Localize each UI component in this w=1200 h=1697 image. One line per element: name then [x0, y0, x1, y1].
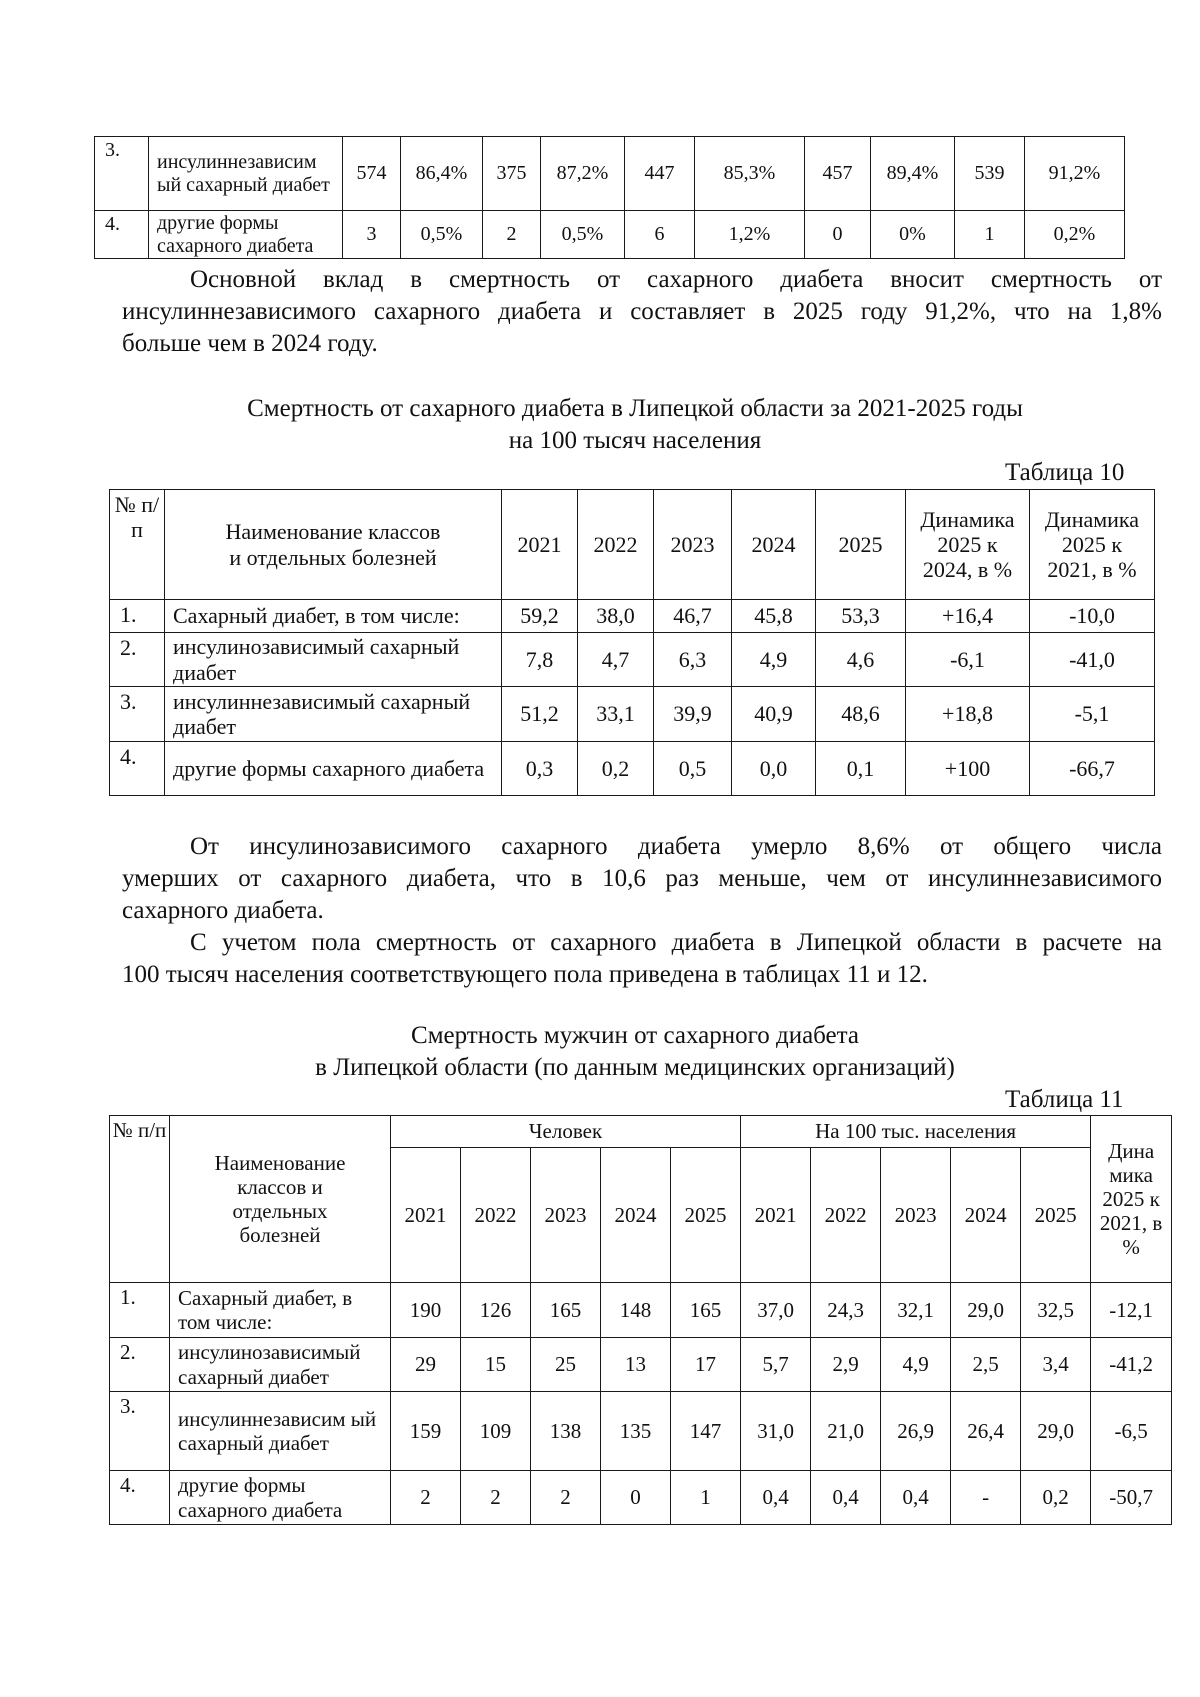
table-row	[110, 742, 1155, 796]
table-row	[95, 137, 1125, 211]
cell: 2	[461, 1471, 531, 1525]
row-name: инсулиннезависим ый сахарный диабет	[149, 137, 343, 211]
cell: -41,2	[1091, 1338, 1172, 1392]
cell: 375	[483, 137, 541, 211]
cell: 574	[343, 137, 401, 211]
cell: 91,2%	[1025, 137, 1125, 211]
row-number: 3.	[110, 1392, 170, 1471]
cell: 2	[483, 211, 541, 259]
cell: 4,9	[732, 633, 816, 687]
cell: 0,0	[732, 742, 816, 796]
cell: 26,4	[951, 1392, 1021, 1471]
header-year: 2022	[578, 490, 654, 600]
cell: 0	[601, 1471, 671, 1525]
cell: 2	[531, 1471, 601, 1525]
row-name: инсулинозависимый сахарный диабет	[170, 1338, 391, 1392]
header-year: 2022	[811, 1148, 881, 1283]
row-name: другие формы сахарного диабета	[149, 211, 343, 259]
cell: 33,1	[578, 687, 654, 742]
cell: +100	[906, 742, 1030, 796]
cell: 26,9	[881, 1392, 951, 1471]
table-header-row	[110, 490, 1155, 600]
cell: +16,4	[906, 600, 1030, 633]
table-row	[110, 1392, 1172, 1471]
paragraph-line: Основной вклад в смертность от сахарного диабета вносит смертность от	[190, 266, 1162, 293]
paragraph-2	[122, 831, 1162, 927]
cell: 15	[461, 1338, 531, 1392]
table-row	[110, 687, 1155, 742]
header-group-per100k: На 100 тыс. населения	[741, 1116, 1091, 1148]
table-row	[110, 633, 1155, 687]
cell: 39,9	[654, 687, 732, 742]
table10-caption-line1: Смертность от сахарного диабета в Липецкой области за 2021-2025 годы	[247, 395, 1023, 422]
cell: 0%	[871, 211, 955, 259]
header-year: 2023	[654, 490, 732, 600]
cell: 31,0	[741, 1392, 811, 1471]
header-name: Наименование классов и отдельных болезней	[165, 490, 502, 600]
cell: 4,7	[578, 633, 654, 687]
table11-caption-line2: в Липецкой области (по данным медицинских организаций)	[315, 1054, 955, 1081]
cell: 29	[391, 1338, 461, 1392]
cell: -5,1	[1030, 687, 1155, 742]
cell: 109	[461, 1392, 531, 1471]
cell: 21,0	[811, 1392, 881, 1471]
header-number: № п/п	[110, 1116, 170, 1283]
table-11	[109, 1115, 1172, 1525]
cell: -41,0	[1030, 633, 1155, 687]
cell: 3	[343, 211, 401, 259]
row-name: инсулиннезависимый сахарный диабет	[165, 687, 502, 742]
row-name: инсулиннезависим ый сахарный диабет	[170, 1392, 391, 1471]
cell: 29,0	[951, 1283, 1021, 1338]
cell: 2,5	[951, 1338, 1021, 1392]
cell: 17	[671, 1338, 741, 1392]
cell: -6,1	[906, 633, 1030, 687]
cell: 0,5%	[401, 211, 483, 259]
table11-caption-line1: Смертность мужчин от сахарного диабета	[411, 1022, 859, 1049]
cell: 0,4	[811, 1471, 881, 1525]
top-table	[94, 136, 1125, 259]
table-row	[110, 1338, 1172, 1392]
cell: 457	[805, 137, 871, 211]
cell: 138	[531, 1392, 601, 1471]
cell: 7,8	[502, 633, 578, 687]
row-number: 1.	[110, 1283, 170, 1338]
header-group-people: Человек	[391, 1116, 741, 1148]
cell: 0,2	[578, 742, 654, 796]
cell: 25	[531, 1338, 601, 1392]
cell: 0	[805, 211, 871, 259]
cell: 147	[671, 1392, 741, 1471]
header-dynamics: Дина мика 2025 к 2021, в %	[1091, 1116, 1172, 1283]
header-year: 2025	[816, 490, 906, 600]
header-number: № п/п	[110, 490, 165, 600]
header-year: 2024	[732, 490, 816, 600]
cell: -6,5	[1091, 1392, 1172, 1471]
paragraph-line: умерших от сахарного диабета, что в 10,6 раз меньше, чем от инсулиннезависимого	[122, 865, 1162, 892]
table10-caption-line2: на 100 тысяч населения	[508, 427, 762, 454]
cell: 37,0	[741, 1283, 811, 1338]
cell: 51,2	[502, 687, 578, 742]
header-year: 2021	[741, 1148, 811, 1283]
header-name: Наименование классов и отдельных болезней	[170, 1116, 391, 1283]
row-number: 3.	[110, 687, 165, 742]
paragraph-line: больше чем в 2024 году.	[122, 330, 378, 357]
cell: -	[951, 1471, 1021, 1525]
header-year: 2021	[391, 1148, 461, 1283]
cell: 126	[461, 1283, 531, 1338]
cell: 135	[601, 1392, 671, 1471]
cell: 0,4	[741, 1471, 811, 1525]
cell: +18,8	[906, 687, 1030, 742]
cell: 86,4%	[401, 137, 483, 211]
cell: 148	[601, 1283, 671, 1338]
header-dynamics-2024: Динамика 2025 к 2024, в %	[906, 490, 1030, 600]
table-row	[95, 211, 1125, 259]
cell: 165	[531, 1283, 601, 1338]
table11-label: Таблица 11	[1005, 1086, 1124, 1113]
cell: 2	[391, 1471, 461, 1525]
header-year: 2023	[881, 1148, 951, 1283]
cell: 89,4%	[871, 137, 955, 211]
table-10	[109, 489, 1155, 796]
cell: 32,5	[1021, 1283, 1091, 1338]
cell: 1	[671, 1471, 741, 1525]
cell: 32,1	[881, 1283, 951, 1338]
table-row	[110, 1471, 1172, 1525]
paragraph-line: 100 тысяч населения соответствующего пола приведена в таблицах 11 и 12.	[122, 961, 928, 988]
cell: 190	[391, 1283, 461, 1338]
cell: 45,8	[732, 600, 816, 633]
paragraph-1	[122, 264, 1162, 360]
cell: 159	[391, 1392, 461, 1471]
cell: 59,2	[502, 600, 578, 633]
row-number: 1.	[110, 600, 165, 633]
cell: 1	[955, 211, 1025, 259]
row-name: инсулинозависимый сахарный диабет	[165, 633, 502, 687]
header-year: 2024	[601, 1148, 671, 1283]
cell: 46,7	[654, 600, 732, 633]
cell: 3,4	[1021, 1338, 1091, 1392]
cell: 1,2%	[695, 211, 805, 259]
cell: -66,7	[1030, 742, 1155, 796]
header-year: 2024	[951, 1148, 1021, 1283]
header-year: 2025	[671, 1148, 741, 1283]
paragraph-line: От инсулинозависимого сахарного диабета умерло 8,6% от общего числа	[190, 833, 1162, 860]
cell: 0,5	[654, 742, 732, 796]
header-dynamics-2021: Динамика 2025 к 2021, в %	[1030, 490, 1155, 600]
row-number: 2.	[110, 633, 165, 687]
cell: 6	[625, 211, 695, 259]
cell: -12,1	[1091, 1283, 1172, 1338]
row-name: другие формы сахарного диабета	[165, 742, 502, 796]
cell: 53,3	[816, 600, 906, 633]
row-number: 4.	[110, 742, 165, 796]
header-year: 2023	[531, 1148, 601, 1283]
paragraph-line: инсулиннезависимого сахарного диабета и составляет в 2025 году 91,2%, что на 1,8%	[122, 298, 1162, 325]
table10-label: Таблица 10	[1005, 459, 1125, 486]
cell: 0,4	[881, 1471, 951, 1525]
row-name: Сахарный диабет, в том числе:	[165, 600, 502, 633]
paragraph-line: сахарного диабета.	[122, 897, 324, 924]
cell: -10,0	[1030, 600, 1155, 633]
cell: 447	[625, 137, 695, 211]
cell: 0,2%	[1025, 211, 1125, 259]
paragraph-3	[122, 927, 1162, 991]
cell: 6,3	[654, 633, 732, 687]
table-row	[110, 1283, 1172, 1338]
cell: -50,7	[1091, 1471, 1172, 1525]
row-number: 2.	[110, 1338, 170, 1392]
row-name: Сахарный диабет, в том числе:	[170, 1283, 391, 1338]
header-year: 2022	[461, 1148, 531, 1283]
cell: 0,3	[502, 742, 578, 796]
cell: 0,1	[816, 742, 906, 796]
table-header-row	[110, 1116, 1172, 1148]
row-number: 4.	[110, 1471, 170, 1525]
cell: 0,2	[1021, 1471, 1091, 1525]
cell: 48,6	[816, 687, 906, 742]
cell: 5,7	[741, 1338, 811, 1392]
cell: 4,6	[816, 633, 906, 687]
table-row	[110, 600, 1155, 633]
cell: 85,3%	[695, 137, 805, 211]
cell: 38,0	[578, 600, 654, 633]
cell: 539	[955, 137, 1025, 211]
cell: 29,0	[1021, 1392, 1091, 1471]
paragraph-line: С учетом пола смертность от сахарного диабета в Липецкой области в расчете на	[190, 929, 1162, 956]
cell: 40,9	[732, 687, 816, 742]
cell: 87,2%	[541, 137, 625, 211]
cell: 24,3	[811, 1283, 881, 1338]
row-number: 3.	[95, 137, 149, 211]
cell: 13	[601, 1338, 671, 1392]
header-year: 2025	[1021, 1148, 1091, 1283]
cell: 0,5%	[541, 211, 625, 259]
cell: 2,9	[811, 1338, 881, 1392]
header-year: 2021	[502, 490, 578, 600]
cell: 165	[671, 1283, 741, 1338]
row-number: 4.	[95, 211, 149, 259]
cell: 4,9	[881, 1338, 951, 1392]
row-name: другие формы сахарного диабета	[170, 1471, 391, 1525]
